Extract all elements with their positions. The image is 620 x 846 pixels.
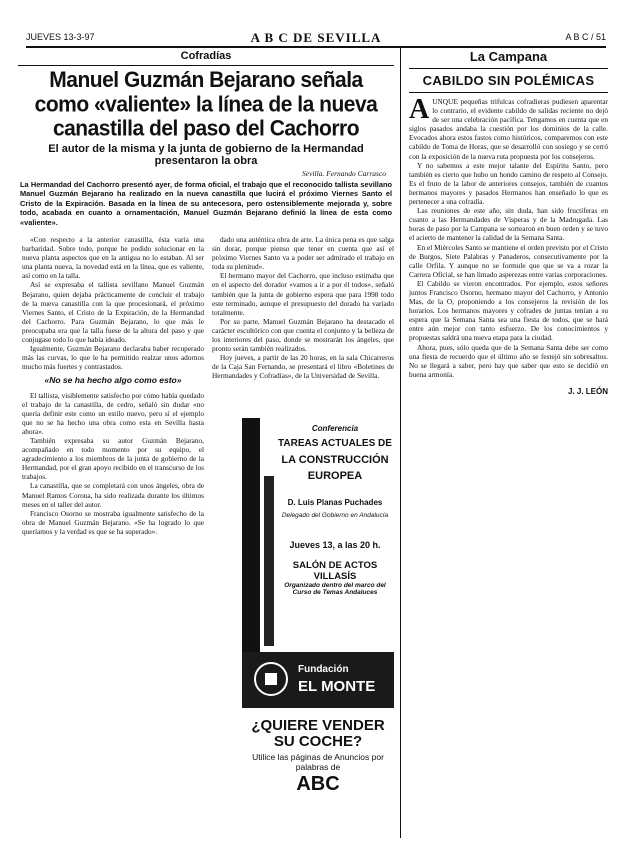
ad-graphic-bar [242,418,260,668]
column-left [22,235,204,536]
foundation-line2: EL MONTE [298,678,376,695]
ad-question-1: ¿QUIERE VENDER [251,717,385,734]
paragraph: Las reuniones de este año, sin duda, han sido fructíferas en cuanto a las Hermandades de Vísperas y de la Madrugada. Las horas de paso por la Campana se sortearon en buen orden y se tuvo el acierto de mantener la calidad de la Semana Santa. [409,206,608,243]
paragraph: Igualmente, Guzmán Bejarano declaraba haber recuperado más las curvas, lo que le ha permitido realzar unos adornos mucho más fuertes y contrastados. [22,344,204,372]
paragraph: En el Miércoles Santo se mantiene el orden previsto por el Cristo de Burgos, Siete Palabras y Panaderos, consecutivamente por la calle Orfila. Y aunque no se formule que que se va a rozar la Carrera Oficial, se han limado asperezas entre varias corporaciones. [409,242,608,279]
lead-paragraph: La Hermandad del Cachorro presentó ayer, de forma oficial, el trabajo que el reconocido tallista sevillano Manuel Guzmán Bejarano ha realizado en la nueva canastilla que lucirá el próximo Viernes Santo el Cristo de la Expiración. Basada en la línea de su antecesora, pero ostensiblemente mejorada y, sobre todo, acabada en cuanto a ornamentación, Manuel Guzmán Bejarano definió la línea de esta como «valiente». [20,180,392,227]
foundation-line1: Fundación [298,664,349,675]
ad-speaker-role: Delegado del Gobierno en Andalucía [281,512,389,519]
subheadline: El autor de la misma y la junta de gobierno de la Hermandad presentaron la obra [48,143,364,167]
sidebar-body [409,94,608,396]
sidebar-column [400,48,608,838]
paragraph: Francisco Osorno se mostraba igualmente satisfecho de la obra de Manuel Guzmán Bejarano. «Se ha logrado lo que queríamos y la verdad es que se ha superado». [22,508,204,536]
paragraph: También expresaba su autor Guzmán Bejarano, acompañado en todo momento por su equipo, el agradecimiento a los miembros de la junta de gobierno de la Hermandad, por el gran apoyo recibido en el transcurso de los trabajos. [22,435,204,482]
section-label: Cofradías [18,48,394,66]
ad-time: Jueves 13, a las 20 h. [289,540,381,550]
paragraph: dado una auténtica obra de arte. La única pena es que salga sin dorar, porque pienso que tener en cuenta que así el próximo Viernes Santo va a poder ser admirado el trabajo en toda su plenitud». [212,235,394,272]
header-title: A B C DE SEVILLA [250,30,382,45]
headline: Manuel Guzmán Bejarano señala como «valiente» la línea de la nueva canastilla del paso del Cachorro [34,68,378,141]
ad-title-line: LA CONSTRUCCIÓN [281,454,389,466]
author-signature: J. J. LEÓN [567,386,608,396]
ad-body: Utilice las páginas de Anuncios por palabras de [252,752,384,772]
ad-title-line: TAREAS ACTUALES DE [278,438,392,449]
paragraph: «Con respecto a la anterior canastilla, ésta varía una barbaridad. Sobre todo, porque he podido solucionar en la nueva planta aspectos que en la antigua no lo estaban. Al ser una planta nueva, la novedad está en la línea, que es valiente, así como en la talla. [22,235,204,281]
conference-advertisement [242,410,394,678]
page-header [26,30,606,48]
ad-organizer: Organizado dentro del marco del Curso de Temas Andaluces [284,582,386,596]
main-article [18,48,394,836]
paragraph: La canastilla, que se completará con unos ángeles, obra de Manuel Ramos Corona, ha sido realizada durante los últimos meses en el taller del autor. [22,481,204,509]
classified-advertisement [242,718,394,808]
paragraph: El Cabildo se vieron encontrados. Por ejemplo, estos señores juntos Francisco Osorno, hermano mayor del Cachorro, y Antonio Mas, de la O, proponiendo a los consejeros la revisión de los horarios. Los hermanos mayores y cofrades de juntas tenían a su espera que la Semana Santa sea una fiesta de todos, que se hará entre aún mejor con tanto esfuerzo. De los conocimientos y propuestas saldrá una nueva etapa para la ciudad. [409,278,608,343]
header-page-number: A B C / 51 [565,32,606,42]
sidebar-headline-box [409,68,608,93]
abc-logo: ABC [296,773,340,795]
ad-question-2: SU COCHE? [273,733,363,750]
foundation-logo-icon [254,662,288,696]
ad-venue: SALÓN DE ACTOS VILLASÍS [292,560,378,582]
header-date: JUEVES 13-3-97 [26,32,95,42]
byline: Sevilla. Fernando Carrasco [302,169,386,178]
ad-speaker: D. Luis Planas Puchades [287,498,383,507]
sidebar-headline: CABILDO SIN POLÉMICAS [422,73,595,88]
paragraph: Y no sabemos a este mejor talante del Espíritu Santo, pero también es cierto que hubo un hondo camino de respeto al Consejo. Es el fruto de la labor de anteriores consejos, también de cuantos hermanos mayores y pasados Hermanos han enseñado lo que es pertenecer a una cofradía. [409,160,608,207]
ad-graphic-bar [264,476,274,646]
paragraph: Ahora, pues, sólo queda que de la Semana Santa debe ser como una fiesta de recuerdo que el último año se festejó sin sobresaltos. No se llegará a saber, pero hay que saber que esto se decidió en buena armonía. [409,342,608,379]
ad-title-line: EUROPEA [307,470,363,482]
foundation-advertisement [242,652,394,708]
paragraph: El tallista, visiblemente satisfecho por cómo había quedado el trabajo de la canastilla, de cedro, señaló sin dudar «no quería definir este como un estilo nuevo, pero sí el ejemplo que no se ha hecho una obra como esta en Sevilla hasta ahora». [22,390,204,436]
paragraph: Así se expresaba el tallista sevillano Manuel Guzmán Bejarano, quien dejaba prácticamente de concluir el trabajo de la nueva canastilla con la que procesionará, el próximo Viernes Santo, el Cristo de la Expiración, de la Hermandad del Cachorro. Para Guzmán Bejarano, lo que más le preocupaba era que la talla fuese de la altura del paso y que conjugase todo lo que había ideado. [22,280,204,345]
drop-cap: A [409,94,430,125]
sidebar-section: La Campana [469,49,548,64]
column-right [212,235,394,381]
paragraph: El hermano mayor del Cachorro, que incluso estimaba que en el aspecto del dorador «vamos a ir a por él todos», señaló también que la junta de gobierno espera que para 1998 todo este terminado, aunque el presupuesto del dorado ha variado totalmente. [212,271,394,317]
paragraph: UNQUE pequeñas trifulcas cofradieras pudiesen aparentar lo contrario, el evidente cabildo de salidas reciente no dejó de ser una celebración pacífica. Tengamos en cuenta que en siglos pasados andaba la cuestión por los dominios de la calle. Evocados ahora estos fastos como históricos, comparemos con este cabildo de Toma de Horas, que se desarrolló con sosiego y se cerró con la exposición de la nueva ruta propuesta por los consejeros. [409,97,608,161]
intertitle: «No se ha hecho algo como esto» [44,375,182,386]
paragraph: Hoy jueves, a partir de las 20 horas, en la sala Chicarreros de la Caja San Fernando, se presentará el libro «Boletines de Hermandades y Cofradías», de la Universidad de Sevilla. [212,353,394,381]
ad-label: Conferencia [311,424,359,433]
paragraph: Por su parte, Manuel Guzmán Bejarano ha destacado el carácter escultórico con que cuenta el conjunto y la belleza de los interiores del paso, donde se mostrarán los ángeles, que pronto serán también realizados. [212,316,394,354]
